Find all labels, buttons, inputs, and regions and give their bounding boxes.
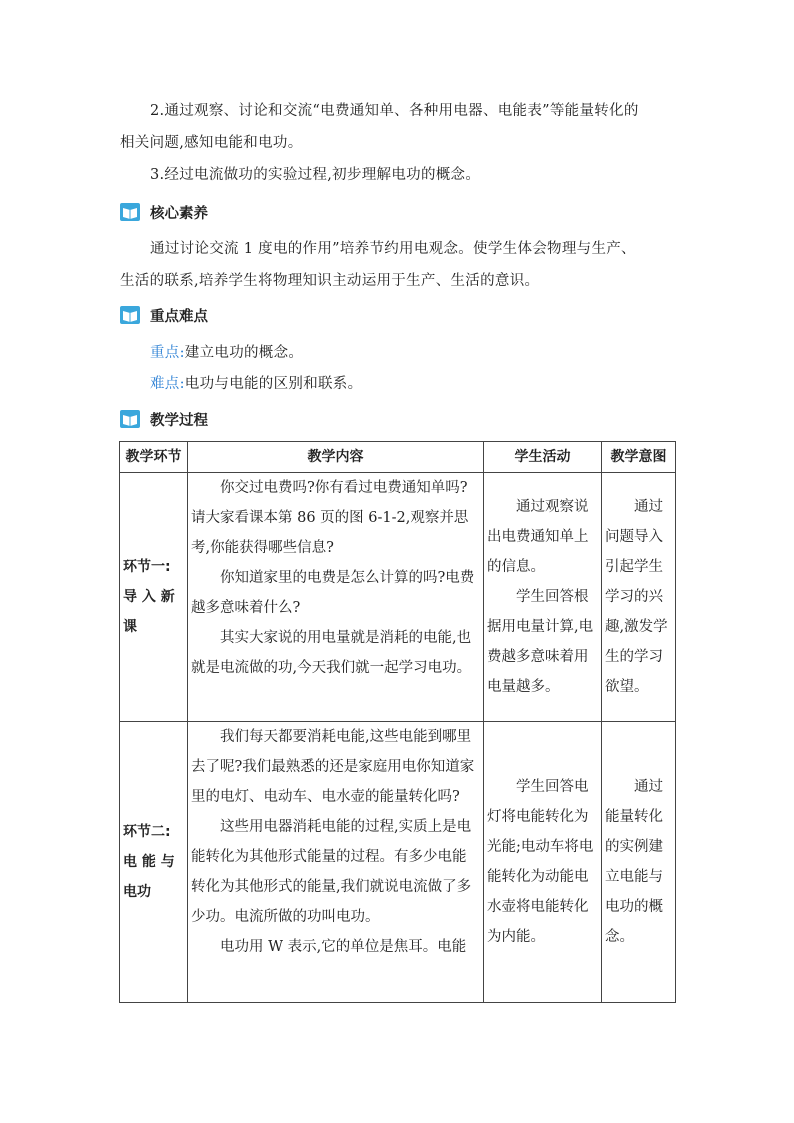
- key-points-heading: [120, 302, 208, 328]
- book-icon: [120, 306, 140, 324]
- stage-line: 环节一:: [123, 559, 171, 575]
- table-header-row: [120, 442, 676, 473]
- intent-paragraph: 通过能量转化的实例建立电能与电功的概念。: [605, 779, 663, 945]
- content-paragraph: 你知道家里的电费是怎么计算的吗?电费越多意味着什么?: [191, 570, 475, 616]
- stage-line: 电 能 与: [123, 854, 175, 870]
- objective-item-2: 2.通过观察、讨论和交流“电费通知单、各种用电器、电能表”等能量转化的: [150, 103, 639, 119]
- teaching-process-table: [119, 441, 676, 1003]
- key-points-title: 重点难点: [150, 308, 208, 325]
- core-literacy-heading: [120, 199, 208, 225]
- activity-cell: [484, 473, 602, 722]
- key-point: [150, 337, 705, 369]
- activity-paragraph: 学生回答电灯将电能转化为光能;电动车将电能转化为动能电水壶将电能转化为内能。: [487, 779, 594, 945]
- activity-paragraph: 通过观察说出电费通知单上的信息。: [487, 499, 589, 575]
- book-icon: [120, 203, 140, 221]
- process-title: 教学过程: [150, 412, 208, 429]
- objective-item-3: 3.经过电流做功的实验过程,初步理解电功的概念。: [150, 167, 481, 183]
- core-literacy-line-2: 生活的联系,培养学生将物理知识主动运用于生产、生活的意识。: [120, 273, 540, 289]
- stage-line: 导 入 新: [123, 589, 175, 605]
- process-heading: [120, 406, 208, 432]
- content-paragraph: 电功用 W 表示,它的单位是焦耳。电能: [220, 939, 467, 955]
- core-literacy-line-1: 通过讨论交流 1 度电的作用”培养节约用电观念。使学生体会物理与生产、: [150, 241, 636, 257]
- difficult-point: [150, 368, 705, 400]
- stage-line: 环节二:: [123, 824, 171, 840]
- stage-cell: [120, 722, 188, 1003]
- stage-cell: [120, 473, 188, 722]
- content-cell: [188, 722, 484, 1003]
- objective-item-2-cont: 相关问题,感知电能和电功。: [120, 135, 303, 151]
- core-literacy-title: 核心素养: [150, 205, 208, 222]
- content-paragraph: 其实大家说的用电量就是消耗的电能,也就是电流做的功,今天我们就一起学习电功。: [191, 630, 472, 676]
- activity-cell: [484, 722, 602, 1003]
- key-point-text: 建立电功的概念。: [184, 345, 304, 361]
- intent-cell: [602, 722, 676, 1003]
- header-intent: 教学意图: [602, 442, 676, 473]
- content-paragraph: 这些用电器消耗电能的过程,实质上是电能转化为其他形式能量的过程。有多少电能转化为其他形式的能量,我们就说电流做了多少功。电流所做的功叫电功。: [191, 819, 472, 925]
- content-cell: [188, 473, 484, 722]
- activity-paragraph: 学生回答根据用电量计算,电费越多意味着用电量越多。: [487, 589, 594, 695]
- table-row: [120, 722, 676, 1003]
- table-row: [120, 473, 676, 722]
- header-content: 教学内容: [188, 442, 484, 473]
- stage-line: 电功: [123, 884, 151, 900]
- book-icon: [120, 410, 140, 428]
- header-stage: 教学环节: [120, 442, 188, 473]
- intent-cell: [602, 473, 676, 722]
- key-point-label: 重点:: [150, 345, 185, 361]
- stage-line: 课: [123, 619, 137, 635]
- intent-paragraph: 通过问题导入引起学生学习的兴趣,激发学生的学习欲望。: [605, 499, 668, 695]
- difficult-point-label: 难点:: [150, 376, 185, 392]
- header-activity: 学生活动: [484, 442, 602, 473]
- difficult-point-text: 电功与电能的区别和联系。: [184, 376, 363, 392]
- content-paragraph: 你交过电费吗?你有看过电费通知单吗?请大家看课本第 86 页的图 6-1-2,观察并思考,你能获得哪些信息?: [191, 480, 469, 556]
- content-paragraph: 我们每天都要消耗电能,这些电能到哪里去了呢?我们最熟悉的还是家庭用电你知道家里的电灯、电动车、电水壶的能量转化吗?: [191, 729, 475, 805]
